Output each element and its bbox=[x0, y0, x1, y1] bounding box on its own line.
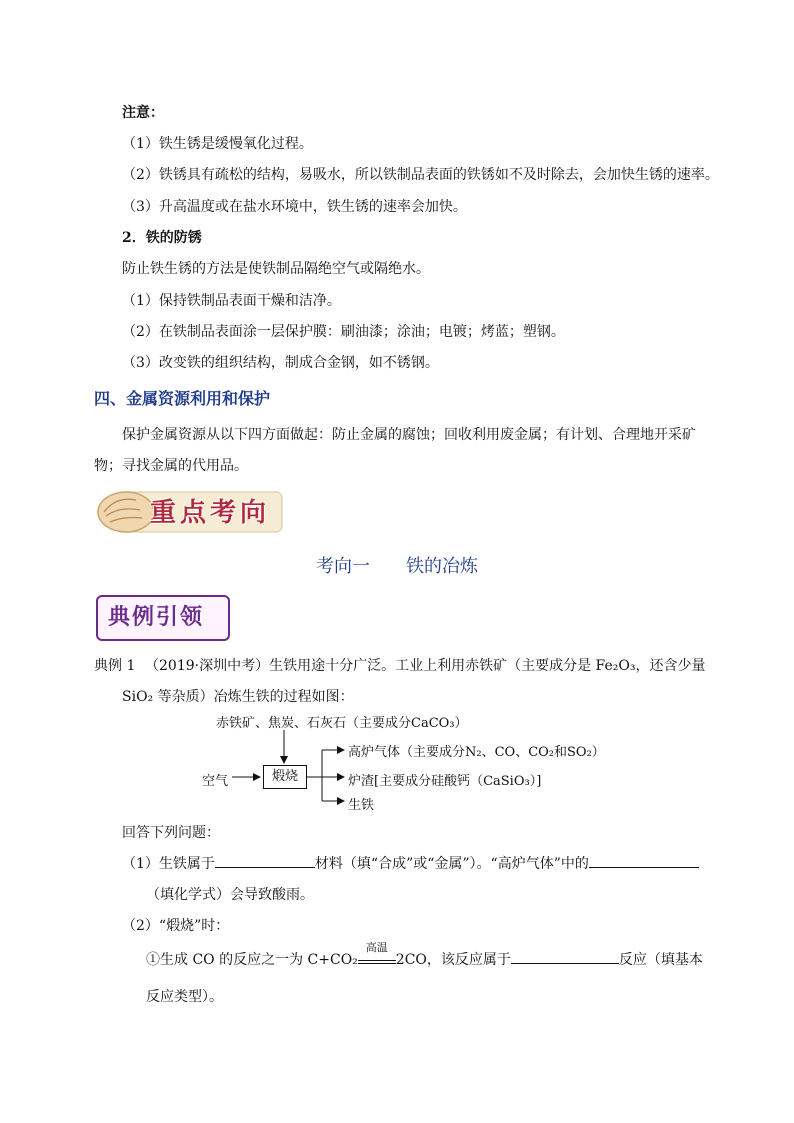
question-2-1-text: 反应（填基本 bbox=[618, 952, 703, 968]
section-paragraph-line: 物；寻找金属的代用品。 bbox=[94, 458, 248, 474]
notes-heading: 注意： bbox=[122, 105, 164, 121]
diagram-process-label: 煅烧 bbox=[271, 769, 298, 784]
example-line: SiO₂ 等杂质）冶炼生铁的过程如图： bbox=[122, 689, 354, 705]
answer-blank[interactable] bbox=[215, 853, 315, 868]
question-1-text: （1）生铁属于 bbox=[122, 856, 215, 872]
answer-blank[interactable] bbox=[511, 949, 619, 964]
rust-prevention-item: （2）在铁制品表面涂一层保护膜：刷油漆；涂油；电镀；烤蓝；塑钢。 bbox=[122, 324, 565, 340]
diagram-output-iron: 生铁 bbox=[348, 798, 375, 813]
question-2-1-line bbox=[146, 941, 703, 969]
diagram-output-gas: 高炉气体（主要成分N₂、CO、CO₂和SO₂） bbox=[348, 745, 605, 760]
diagram-inputs: 赤铁矿、焦炭、石灰石（主要成分CaCO₃） bbox=[216, 716, 468, 731]
banner-title: 重点考向 bbox=[150, 498, 271, 528]
question-1-line bbox=[122, 853, 699, 873]
note-item: （3）升高温度或在盐水环境中，铁生锈的速率会加快。 bbox=[122, 199, 467, 215]
question-1-continuation: （填化学式）会导致酸雨。 bbox=[146, 887, 314, 903]
section-paragraph-line: 保护金属资源从以下四方面做起：防止金属的腐蚀；回收利用废金属；有计划、合理地开采矿 bbox=[122, 427, 696, 443]
diagram-output-slag: 炉渣[主要成分硅酸钙（CaSiO₃）] bbox=[348, 774, 542, 789]
question-2-1-text: 2CO，该反应属于 bbox=[395, 952, 511, 968]
example-line: （2019·深圳中考）生铁用途十分广泛。工业上利用赤铁矿（主要成分是 Fe₂O₃，还含少量 bbox=[145, 658, 706, 674]
topic-title: 考向一 铁的冶炼 bbox=[316, 556, 478, 577]
example-prefix: 典例 1 bbox=[94, 658, 136, 674]
example-label: 典例引领 bbox=[108, 604, 205, 630]
note-item: （1）铁生锈是缓慢氧化过程。 bbox=[122, 136, 313, 152]
answer-prompt: 回答下列问题： bbox=[122, 825, 220, 841]
section-heading: 四、金属资源利用和保护 bbox=[94, 389, 271, 408]
rust-prevention-heading: 2．铁的防锈 bbox=[122, 230, 202, 246]
rust-prevention-item: （3）改变铁的组织结构，制成合金钢，如不锈钢。 bbox=[122, 355, 439, 371]
diagram-arrows bbox=[200, 725, 360, 815]
question-2-1-continuation: 反应类型）。 bbox=[146, 989, 223, 1005]
note-item: （2）铁锈具有疏松的结构，易吸水，所以铁制品表面的铁锈如不及时除去，会加快生锈的速率。 bbox=[122, 167, 719, 183]
question-2-text: （2）“煅烧”时： bbox=[122, 918, 230, 934]
question-1-text: 材料（填“合成”或“金属”）。“高炉气体”中的 bbox=[314, 856, 589, 872]
answer-blank[interactable] bbox=[589, 853, 699, 868]
rust-prevention-intro: 防止铁生锈的方法是使铁制品隔绝空气或隔绝水。 bbox=[122, 261, 430, 277]
reaction-condition-label: 高温 bbox=[365, 941, 388, 954]
question-2-1-text: ①生成 CO 的反应之一为 C+CO₂ bbox=[146, 952, 358, 968]
equals-sign bbox=[358, 960, 396, 964]
rust-prevention-item: （1）保持铁制品表面干燥和洁净。 bbox=[122, 293, 341, 309]
reaction-condition bbox=[358, 941, 396, 964]
diagram-air: 空气 bbox=[202, 774, 229, 789]
